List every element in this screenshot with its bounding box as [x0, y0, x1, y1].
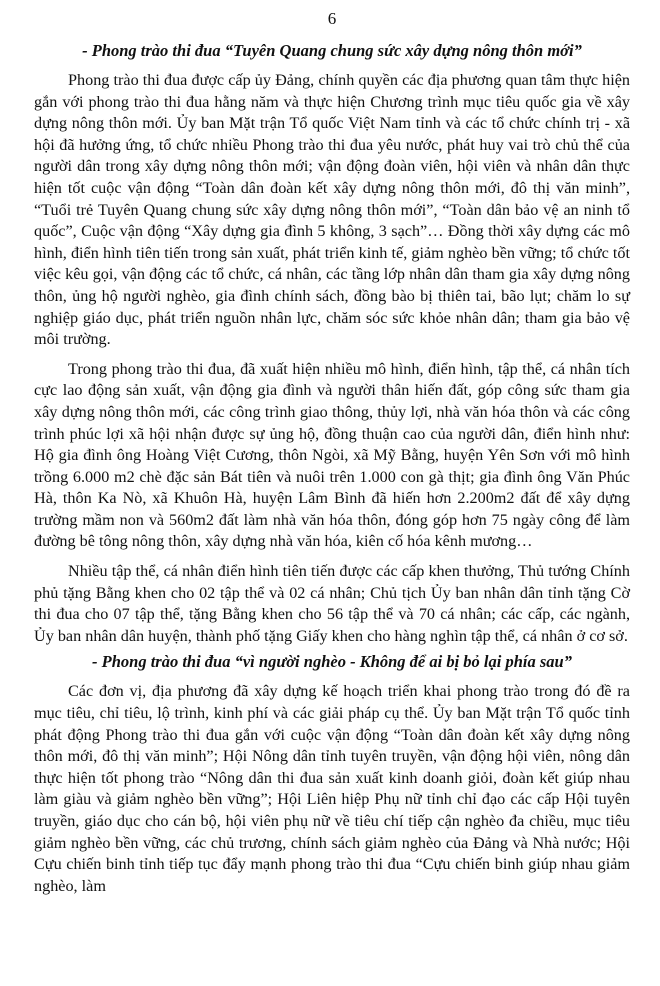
page-number: 6	[327, 9, 337, 28]
paragraph: Nhiều tập thể, cá nhân điển hình tiên tiến được các cấp khen thưởng, Thủ tướng Chính phủ tặng Bằng khen cho 02 tập thể và 02 cá nhân; Chủ tịch Ủy ban nhân dân tỉnh tặng Cờ thi đua cho 07 tập thể, tặng Bằng khen cho 56 tập thể và 70 cá nhân; các cấp, các ngành, Ủy ban nhân dân huyện, thành phố tặng Giấy khen cho hàng nghìn tập thể, cá nhân ở cơ sở.	[34, 562, 630, 645]
paragraph: Trong phong trào thi đua, đã xuất hiện nhiều mô hình, điển hình, tập thể, cá nhân tích cực lao động sản xuất, vận động gia đình và người thân hiến đất, góp công sức tham gia xây dựng nông thôn mới, các công trình giao thông, thủy lợi, nhà văn hóa thôn và các công trình phúc lợi xã hội nhận được sự ủng hộ, đồng thuận cao của người dân, điển hình như: Hộ gia đình ông Hoàng Việt Cương, thôn Ngòi, xã Mỹ Bằng, huyện Yên Sơn với mô hình trồng 6.000 m2 chè đặc sản Bát tiên và nuôi trên 1.000 con gà thịt; gia đình ông Văn Phúc Hà, thôn Ka Nò, xã Khuôn Hà, huyện Lâm Bình đã hiến hơn 2.200m2 đất để xây dựng trường mầm non và 560m2 đất làm nhà văn hóa thôn, đóng góp hơn 75 ngày công để làm đường bê tông nông thôn, xây dựng nhà văn hóa, kiên cố hóa kênh mương…	[34, 359, 630, 551]
paragraph: Các đơn vị, địa phương đã xây dựng kế hoạch triển khai phong trào trong đó đề ra mục tiêu, chỉ tiêu, lộ trình, kinh phí và các giải pháp cụ thể. Ủy ban Mặt trận Tổ quốc tỉnh phát động Phong trào thi đua gắn với cuộc vận động “Toàn dân đoàn kết xây dựng nông thôn mới, đô thị văn minh”; Hội Nông dân tỉnh tuyên truyền, vận động hội viên, nông dân thực hiện tốt phong trào “Nông dân thi đua sản xuất kinh doanh giỏi, đoàn kết giúp nhau làm giàu và giảm nghèo bền vững”; Hội Liên hiệp Phụ nữ tỉnh chỉ đạo các cấp Hội tuyên truyền, giáo dục cho cán bộ, hội viên phụ nữ về tiêu chí tiếp cận nghèo đa chiều, mục tiêu giảm nghèo bền vững, các chủ trương, chính sách giảm nghèo của Đảng và Nhà nước; Hội Cựu chiến binh tỉnh tiếp tục đẩy mạnh phong trào thi đua “Cựu chiến binh giúp nhau giảm nghèo, làm	[34, 682, 630, 895]
paragraph: Phong trào thi đua được cấp ủy Đảng, chính quyền các địa phương quan tâm thực hiện gắn với phong trào thi đua hằng năm và thực hiện Chương trình mục tiêu quốc gia về xây dựng nông thôn mới. Ủy ban Mặt trận Tổ quốc Việt Nam tỉnh và các tổ chức chính trị - xã hội đã hưởng ứng, tổ chức nhiều Phong trào thi đua yêu nước, phát huy vai trò chủ thể của người dân trong xây dựng nông thôn mới; vận động đoàn viên, hội viên và nhân dân thực hiện tốt cuộc vận động “Toàn dân đoàn kết xây dựng nông thôn mới, đô thị văn minh”, “Tuổi trẻ Tuyên Quang chung sức xây dựng nông thôn mới”, “Toàn dân bảo vệ an ninh tổ quốc”, Cuộc vận động “Xây dựng gia đình 5 không, 3 sạch”… Đồng thời xây dựng các mô hình, điển hình tiên tiến trong sản xuất, phát triển kinh tế, giảm nghèo bền vững; tổ chức tốt việc kêu gọi, vận động các tổ chức, cá nhân, các tầng lớp nhân dân tham gia xây dựng nông thôn, ủng hộ người nghèo, gia đình chính sách, đồng bào bị thiên tai, bão lụt; chăm lo sự nghiệp giáo dục, phát triển nguồn nhân lực, chăm sóc sức khỏe nhân dân; tham gia bảo vệ môi trường.	[34, 71, 630, 349]
section-heading-poverty: - Phong trào thi đua “vì người nghèo - Không để ai bị bỏ lại phía sau”	[92, 652, 572, 672]
section-heading-rural: - Phong trào thi đua “Tuyên Quang chung sức xây dựng nông thôn mới”	[82, 41, 582, 60]
